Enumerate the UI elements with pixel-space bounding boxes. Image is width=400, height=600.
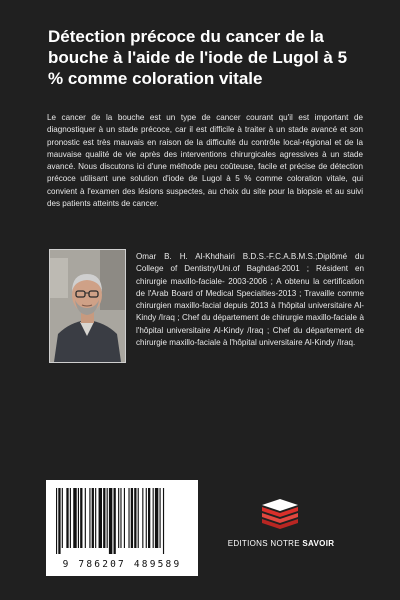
barcode-bar <box>78 488 79 548</box>
barcode-bar <box>160 488 161 548</box>
publisher-bold: SAVOIR <box>302 539 335 548</box>
barcode-bar <box>153 488 154 548</box>
barcode-bar <box>155 488 158 548</box>
barcode-bar <box>138 488 139 548</box>
barcode-bar <box>80 488 82 548</box>
author-photo <box>49 249 126 363</box>
barcode-icon <box>46 480 198 560</box>
barcode-bar <box>95 488 96 548</box>
barcode-bar <box>85 488 86 548</box>
isbn-digits: 9 786207 489589 <box>62 559 182 570</box>
barcode-bar <box>124 488 125 548</box>
barcode-bar <box>58 488 60 554</box>
book-stack-logo-icon <box>258 497 302 531</box>
barcode-bar <box>118 488 119 548</box>
publisher-name <box>226 539 336 548</box>
author-portrait-icon <box>50 250 125 362</box>
barcode-bar <box>99 488 102 548</box>
barcode-bar <box>73 488 76 548</box>
barcode-bar <box>114 488 116 554</box>
publisher-prefix: EDITIONS NOTRE <box>227 539 303 548</box>
barcode-bar <box>109 488 112 554</box>
barcode-bar <box>131 488 133 548</box>
barcode-bar <box>148 488 150 548</box>
barcode-bar <box>128 488 129 548</box>
barcode-bar <box>66 488 68 548</box>
barcode-bar <box>120 488 121 548</box>
barcode-bar <box>163 488 164 554</box>
barcode-bar <box>103 488 105 548</box>
barcode-bar <box>89 488 90 548</box>
book-abstract: Le cancer de la bouche est un type de cancer courant qu'il est important de diagnostiquer à un stade précoce, car il est difficile à traiter à un stade avancé et son pronostic est très mauvais en raison de la difficulté du contrôle local-régional et de la mauvaise qualité de vie après des interventions chirurgicales agressives à un stade avancé. Nous discutons ici d'une méthode peu coûteuse, facile et précise de détection précoce utilisant une solution d'iode de Lugol à 5 % comme coloration vitale, qui convient à l'examen des lésions suspectes, au choix du site pour la biopsie et au suivi des patients atteints de cancer. <box>47 113 363 209</box>
barcode-bar <box>146 488 147 548</box>
barcode-bar <box>62 488 63 548</box>
barcode-bar <box>134 488 136 548</box>
book-title: Détection précoce du cancer de la bouche à l'aide de l'iode de Lugol à 5 % comme coloration vitale <box>48 27 348 88</box>
barcode-bar <box>142 488 143 548</box>
barcode-bar <box>107 488 108 548</box>
barcode-bar <box>92 488 94 548</box>
publisher-logo <box>258 497 302 531</box>
author-bio: Omar B. H. Al-Khdhairi B.D.S.-F.C.A.B.M.S.;Diplômé du College of Dentistry/Uni.of Baghdad-2001 ; Résident en chirurgie maxillo-faciale- 2003-2006 ; A obtenu la certification de l'Arab Board of Medical Specialties-2013 ; Travaille comme chirurgien maxillo-facial depuis 2013 à l'hôpital universitaire Al-Kindy /Iraq ; Chef du département de chirurgie maxillo-faciale à l'hôpital universitaire Al-Kindy /Iraq ; Chef du département de chirurgie maxillo-faciale à l'hôpital universitaire Al-Kindy /Iraq. <box>136 252 364 348</box>
barcode-bar <box>70 488 71 548</box>
isbn-barcode <box>46 480 198 576</box>
barcode-bar <box>56 488 57 554</box>
